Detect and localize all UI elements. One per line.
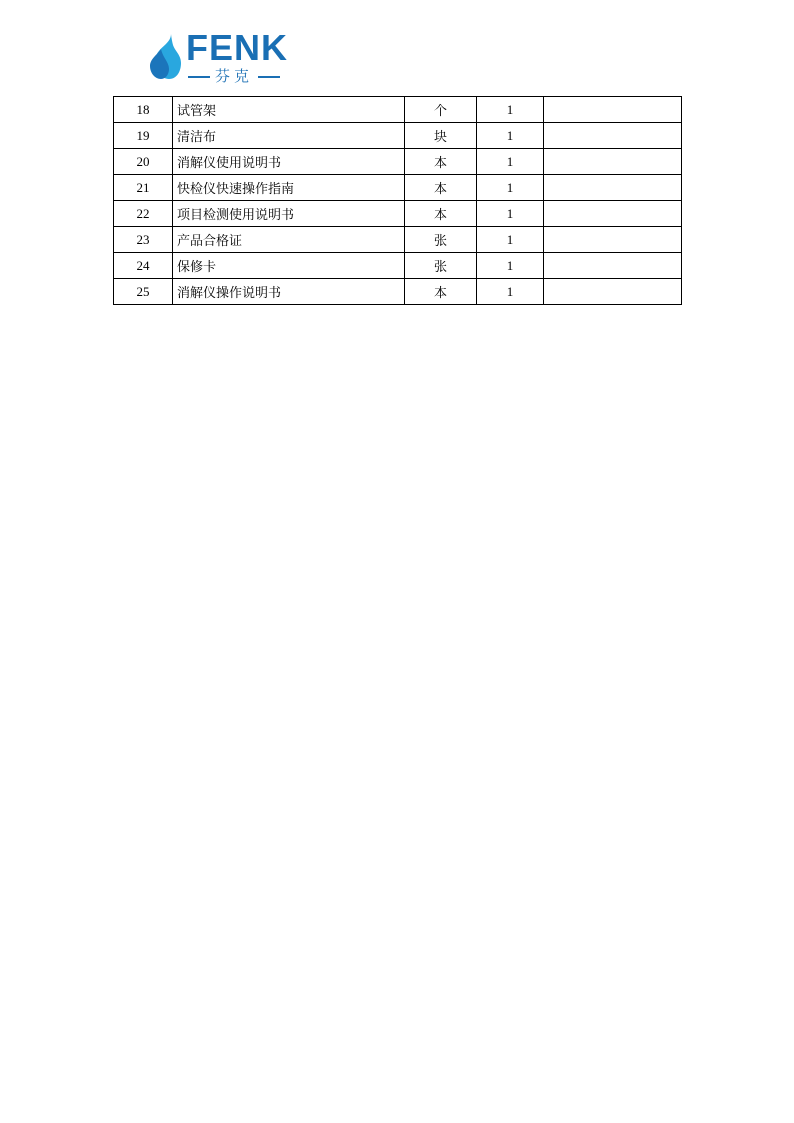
- cell-name: 消解仪操作说明书: [173, 279, 405, 305]
- cell-name: 消解仪使用说明书: [173, 149, 405, 175]
- cell-no: 22: [114, 201, 173, 227]
- cell-name: 快检仪快速操作指南: [173, 175, 405, 201]
- cell-qty: 1: [477, 227, 544, 253]
- logo-subtitle: [186, 69, 288, 84]
- flame-droplet-icon: [148, 33, 182, 81]
- table-body: [114, 97, 682, 305]
- cell-unit: 本: [405, 279, 477, 305]
- cell-name: 项目检测使用说明书: [173, 201, 405, 227]
- cell-qty: 1: [477, 279, 544, 305]
- cell-remark: [544, 201, 682, 227]
- cell-no: 21: [114, 175, 173, 201]
- logo-dash-right: [258, 76, 280, 78]
- cell-no: 18: [114, 97, 173, 123]
- logo-dash-left: [188, 76, 210, 78]
- table-row: [114, 279, 682, 305]
- cell-name: 保修卡: [173, 253, 405, 279]
- table-row: [114, 227, 682, 253]
- cell-remark: [544, 175, 682, 201]
- cell-unit: 个: [405, 97, 477, 123]
- table-row: [114, 97, 682, 123]
- cell-remark: [544, 253, 682, 279]
- cell-unit: 块: [405, 123, 477, 149]
- table-row: [114, 201, 682, 227]
- cell-unit: 本: [405, 149, 477, 175]
- cell-remark: [544, 97, 682, 123]
- cell-name: 试管架: [173, 97, 405, 123]
- table-row: [114, 253, 682, 279]
- company-logo: [148, 26, 288, 88]
- table-row: [114, 123, 682, 149]
- cell-unit: 本: [405, 201, 477, 227]
- cell-qty: 1: [477, 201, 544, 227]
- cell-no: 25: [114, 279, 173, 305]
- parts-list-table: [113, 96, 681, 305]
- table-row: [114, 175, 682, 201]
- cell-remark: [544, 227, 682, 253]
- cell-qty: 1: [477, 123, 544, 149]
- logo-wordmark: FENK: [186, 27, 288, 68]
- cell-unit: 张: [405, 253, 477, 279]
- cell-qty: 1: [477, 97, 544, 123]
- cell-name: 清洁布: [173, 123, 405, 149]
- table-row: [114, 149, 682, 175]
- cell-no: 23: [114, 227, 173, 253]
- cell-unit: 本: [405, 175, 477, 201]
- cell-qty: 1: [477, 253, 544, 279]
- cell-remark: [544, 149, 682, 175]
- cell-name: 产品合格证: [173, 227, 405, 253]
- cell-qty: 1: [477, 149, 544, 175]
- cell-no: 24: [114, 253, 173, 279]
- cell-no: 19: [114, 123, 173, 149]
- cell-unit: 张: [405, 227, 477, 253]
- logo-chinese-name: 芬克: [215, 68, 254, 85]
- cell-remark: [544, 279, 682, 305]
- cell-remark: [544, 123, 682, 149]
- cell-no: 20: [114, 149, 173, 175]
- cell-qty: 1: [477, 175, 544, 201]
- logo-text: [186, 27, 288, 85]
